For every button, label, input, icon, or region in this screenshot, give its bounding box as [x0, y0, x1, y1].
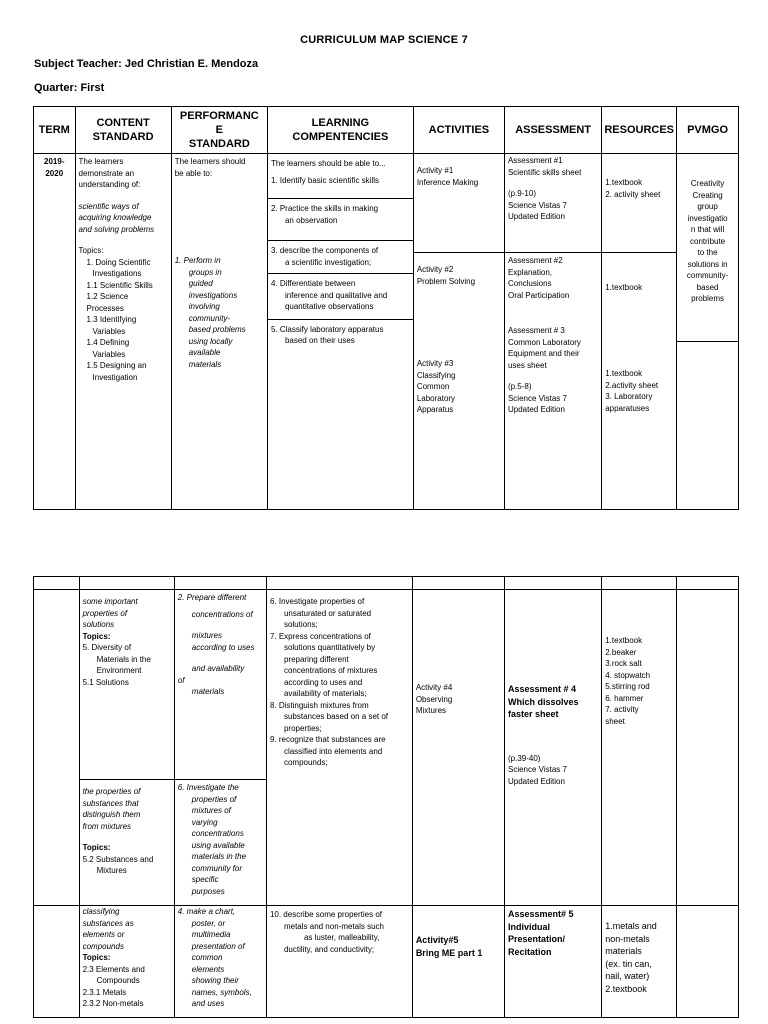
assessment-4-ref: Updated Edition	[507, 776, 565, 786]
topics-label: Topics:	[78, 246, 104, 255]
content-intro: The learners	[78, 157, 124, 166]
perf-item: investigations	[188, 290, 238, 300]
content-standard-cell	[75, 154, 171, 510]
activity-3: Common	[416, 382, 450, 391]
assessment-1: (p.9-10)	[507, 189, 536, 198]
topic-item: 1.3 Identifying	[86, 315, 137, 324]
resource-3: apparatuses	[605, 403, 650, 413]
pvmgo-text: community-	[686, 271, 729, 280]
topic-item: 1.1 Scientific Skills	[86, 280, 153, 290]
assessment-3: Assessment # 3	[507, 326, 565, 335]
perf-text: community for	[191, 863, 243, 873]
resources-cell	[602, 906, 677, 1018]
term-cell-empty	[34, 590, 80, 906]
competency-10: 10. describe some properties of	[269, 910, 383, 919]
blank-header-row	[34, 577, 739, 590]
competency-6: solutions;	[283, 620, 318, 629]
topics-label: Topics:	[82, 631, 111, 641]
activities-cell	[413, 154, 504, 510]
perf-text: using available	[191, 840, 245, 850]
topic-item: 2.3.1 Metals	[82, 987, 127, 997]
term-cell-empty	[34, 906, 80, 1018]
activity-1: Inference Making	[416, 177, 479, 187]
pvmgo-text: contribute	[690, 236, 726, 246]
pvmgo-cell-empty	[677, 590, 739, 906]
topics-label: Topics:	[82, 843, 111, 852]
resource-3: 3. Laboratory	[605, 392, 653, 401]
resource-item: nail, water)	[605, 971, 650, 981]
activity-4: Observing	[415, 694, 453, 704]
activity-5: Bring ME part 1	[415, 947, 483, 958]
activity-1: Activity #1	[416, 166, 454, 175]
competency-5: 5. Classify laboratory apparatus	[270, 324, 384, 334]
assessment-cell	[504, 590, 601, 906]
assessment-4: Assessment # 4	[507, 684, 577, 694]
content-text: solutions	[82, 620, 115, 629]
pvmgo-text: group	[697, 202, 718, 211]
resource-item: non-metals	[605, 933, 650, 944]
perf-item: involving	[188, 302, 220, 311]
topic-item: 1.5 Designing an	[86, 361, 147, 370]
resource-1: 2. activity sheet	[605, 189, 661, 199]
perf-text: and availability	[191, 664, 245, 673]
perf-intro: The learners should	[174, 157, 246, 166]
pvmgo-text: based	[696, 282, 719, 292]
perf-text: mixtures of	[191, 806, 231, 815]
perf-text: common	[191, 953, 223, 962]
curriculum-table-2	[33, 576, 739, 1018]
resources-cell	[602, 154, 677, 510]
perf-item: guided	[188, 279, 213, 288]
competency-2: an observation	[284, 215, 338, 225]
activity-2: Problem Solving	[416, 276, 476, 286]
content-text: compounds	[82, 941, 124, 951]
perf-item: using locally	[188, 336, 233, 346]
content-text: from mixtures	[82, 821, 132, 831]
topics-label: Topics:	[82, 953, 111, 962]
assessment-cell	[504, 154, 601, 510]
assessment-4-ref: Science Vistas 7	[507, 765, 567, 774]
resource-item: (ex. tin can,	[605, 958, 652, 969]
activity-3: Classifying	[416, 370, 456, 380]
perf-text: mixtures	[191, 631, 223, 640]
perf-text: according to uses	[191, 642, 255, 652]
assessment-3: Equipment and their	[507, 349, 580, 358]
col-header-learning-competencies: LEARNING COMPENTENCIES	[267, 107, 413, 154]
assessment-5: Individual	[507, 921, 550, 932]
resource-item: 7. activity	[605, 705, 639, 714]
performance-standard-cell	[174, 780, 266, 906]
resource-item: 2.beaker	[605, 647, 637, 657]
content-intro: demonstrate an	[78, 168, 135, 178]
col-header-performance-standard: PERFORMANC E STANDARD	[171, 107, 267, 154]
page-title: CURRICULUM MAP SCIENCE 7	[300, 34, 468, 46]
perf-text: 2. Prepare different	[177, 593, 247, 602]
elements-row	[34, 906, 739, 1018]
perf-item: based problems	[188, 325, 246, 334]
perf-item: community-	[188, 313, 231, 323]
col-header-resources: RESOURCES	[602, 107, 677, 154]
pvmgo-text: problems	[691, 294, 725, 303]
competency-7: according to uses and	[283, 677, 363, 687]
performance-standard-cell	[174, 590, 266, 780]
competency-3: a scientific investigation;	[284, 257, 372, 267]
activity-3: Activity #3	[416, 359, 454, 368]
assessment-3: Common Laboratory	[507, 337, 581, 347]
competency-4: 4. Differentiate between	[270, 279, 356, 288]
resource-3: 1.textbook	[605, 369, 643, 378]
assessment-5: Assessment# 5	[507, 909, 574, 919]
pvmgo-text: n that will	[690, 225, 725, 234]
competency-6: 6. Investigate properties of	[269, 597, 365, 606]
solutions-row	[34, 590, 739, 780]
perf-text: purposes	[191, 886, 225, 896]
activity-4: Activity #4	[415, 683, 453, 692]
col-header-activities: ACTIVITIES	[413, 107, 504, 154]
content-ways: and solving problems	[78, 224, 155, 234]
pvmgo-text: Creating	[692, 190, 723, 200]
assessment-1: Science Vistas 7	[507, 200, 567, 210]
topic-item: 1. Doing Scientific	[86, 257, 151, 267]
perf-item: materials	[188, 359, 222, 369]
content-text: some important	[82, 597, 138, 606]
pvmgo-cell-empty	[677, 906, 739, 1018]
competency-7: availability of materials;	[283, 689, 367, 698]
assessment-3: (p.5-8)	[507, 382, 532, 391]
content-text: substances as	[82, 918, 134, 928]
perf-item: 1. Perform in	[174, 256, 221, 265]
content-ways: acquiring knowledge	[78, 213, 152, 222]
col-header-content-standard: CONTENT STANDARD	[75, 107, 171, 154]
resource-item: 2.textbook	[605, 983, 647, 994]
col-header-term: TERM	[34, 107, 76, 154]
content-text: elements or	[82, 930, 125, 939]
perf-text: properties of	[191, 794, 237, 804]
content-intro: understanding of:	[78, 180, 141, 189]
performance-standard-cell	[174, 906, 266, 1018]
assessment-1: Assessment #1	[507, 156, 563, 165]
perf-text: varying	[191, 817, 218, 827]
topic-item: 1.4 Defining	[86, 338, 130, 347]
assessment-2: Conclusions	[507, 279, 552, 288]
topic-item: 5.2 Substances and	[82, 854, 154, 864]
activity-5: Activity#5	[415, 935, 459, 945]
resource-item: 3.rock salt	[605, 659, 642, 668]
competency-1: 1. Identify basic scientific skills	[270, 175, 379, 185]
activities-cell	[412, 906, 504, 1018]
performance-standard-cell	[171, 154, 267, 510]
resource-item: 1.metals and	[605, 921, 657, 931]
content-text: the properties of	[82, 787, 141, 796]
term-row	[34, 154, 739, 510]
competency-9: compounds;	[283, 758, 328, 767]
perf-text: showing their	[191, 976, 239, 985]
pvmgo-text: solutions in	[687, 259, 728, 269]
competency-7: solutions quantitatively by	[283, 643, 376, 652]
assessment-5: Presentation/	[507, 934, 565, 944]
subject-teacher: Subject Teacher: Jed Christian E. Mendoza	[34, 58, 259, 70]
perf-text: elements	[191, 964, 225, 974]
activity-2: Activity #2	[416, 265, 454, 274]
resource-item: 6. hammer	[605, 693, 644, 703]
competency-10: metals and non-metals such	[283, 921, 385, 931]
competency-8: substances based on a set of	[283, 712, 389, 721]
topic-item: Compounds	[96, 976, 140, 985]
competency-7: concentrations of mixtures	[283, 666, 378, 675]
perf-text: specific	[191, 875, 219, 884]
resource-item: 5.stirring rod	[605, 682, 650, 691]
competency-8: 8. Distinguish mixtures from	[269, 700, 369, 710]
quarter: Quarter: First	[34, 82, 105, 94]
activity-3: Laboratory	[416, 393, 456, 403]
perf-text: materials in the	[191, 852, 247, 861]
perf-text: 4. make a chart,	[177, 907, 236, 916]
perf-text: materials	[191, 687, 225, 696]
term-cell: 2019- 2020	[34, 154, 76, 510]
topic-item: Investigations	[92, 269, 142, 278]
competency-9: classified into elements and	[283, 746, 383, 756]
competency-8: properties;	[283, 723, 322, 733]
assessment-3: uses sheet	[507, 360, 547, 370]
topic-item: 1.2 Science Processes	[86, 292, 129, 313]
perf-item: available	[188, 348, 221, 357]
assessment-4-ref: (p.39-40)	[507, 753, 541, 763]
assessment-5: Recitation	[507, 946, 552, 957]
perf-text: multimedia	[191, 930, 231, 939]
perf-text: concentrations	[191, 829, 244, 838]
activity-3: Apparatus	[416, 405, 454, 414]
competency-4: quantitative observations	[284, 302, 374, 311]
topic-item: Materials in the	[96, 654, 151, 664]
assessment-2: Explanation,	[507, 267, 552, 277]
competency-9: 9. recognize that substances are	[269, 735, 386, 744]
resource-item: 4. stopwatch	[605, 670, 651, 680]
pvmgo-text: Creativity	[690, 179, 725, 188]
assessment-1: Scientific skills sheet	[507, 167, 582, 177]
col-header-assessment: ASSESSMENT	[504, 107, 601, 154]
topic-item: Variables	[92, 326, 126, 336]
competency-7: preparing different	[283, 654, 349, 664]
competency-4: inference and qualitative and	[284, 290, 388, 300]
content-text: classifying	[82, 907, 120, 916]
resource-item: 1.textbook	[605, 636, 643, 645]
assessment-3: Updated Edition	[507, 405, 565, 414]
content-ways: scientific ways of	[78, 201, 139, 211]
pvmgo-cell	[677, 154, 739, 510]
pvmgo-text: to the	[697, 248, 718, 257]
perf-text: concentrations of	[191, 609, 253, 619]
topic-item: Mixtures	[96, 866, 127, 875]
topic-item: Variables	[92, 349, 126, 359]
perf-text: poster, or	[191, 918, 226, 928]
competency-6: unsaturated or saturated	[283, 608, 372, 618]
competencies-cell	[266, 590, 412, 906]
resource-3: 2.activity sheet	[605, 380, 659, 390]
topic-item: Investigation	[92, 372, 138, 382]
assessment-4: faster sheet	[507, 709, 559, 719]
competencies-cell	[266, 906, 412, 1018]
perf-text: of	[177, 675, 185, 685]
topic-item: 5.1 Solutions	[82, 677, 129, 687]
topic-item: 5. Diversity of	[82, 643, 132, 652]
content-standard-cell	[79, 906, 174, 1018]
content-text: properties of	[82, 608, 128, 618]
assessment-2: Oral Participation	[507, 290, 570, 300]
assessment-3: Science Vistas 7	[507, 393, 567, 403]
resource-1: 1.textbook	[605, 178, 643, 187]
competency-10: as luster, malleability,	[303, 933, 380, 942]
content-text: substances that	[82, 798, 139, 808]
competency-10: ductility, and conductivity;	[283, 944, 375, 954]
topic-item: 2.3.2 Non-metals	[82, 999, 144, 1008]
perf-intro: be able to:	[174, 168, 213, 178]
content-text: distinguish them	[82, 810, 141, 819]
curriculum-table-1	[33, 106, 739, 510]
assessment-2: Assessment #2	[507, 256, 563, 265]
competencies-cell	[267, 154, 413, 510]
comp-intro: The learners should be able to...	[270, 159, 386, 168]
resource-item: materials	[605, 946, 642, 956]
assessment-cell	[504, 906, 601, 1018]
activities-cell	[412, 590, 504, 906]
topic-item: Environment	[96, 666, 142, 675]
perf-text: and uses	[191, 999, 225, 1008]
resources-cell	[602, 590, 677, 906]
perf-text: presentation of	[191, 941, 245, 951]
pvmgo-text: investigatio	[687, 213, 728, 223]
content-standard-cell	[79, 590, 174, 780]
assessment-4: Which dissolves	[507, 696, 579, 707]
perf-text: 6. Investigate the	[177, 783, 239, 792]
header-row	[34, 107, 739, 154]
col-header-pvmgo: PVMGO	[677, 107, 739, 154]
perf-text: names, symbols,	[191, 987, 252, 997]
resource-2: 1.textbook	[605, 283, 643, 292]
perf-item: groups in	[188, 267, 222, 277]
competency-3: 3. describe the components of	[270, 246, 379, 255]
content-standard-cell	[79, 780, 174, 906]
activity-4: Mixtures	[415, 706, 447, 715]
competency-7: 7. Express concentrations of	[269, 631, 371, 641]
topic-item: 2.3 Elements and	[82, 964, 145, 974]
competency-2: 2. Practice the skills in making	[270, 204, 379, 213]
assessment-1: Updated Edition	[507, 212, 565, 221]
resource-item: sheet	[605, 716, 625, 726]
competency-5: based on their uses	[284, 336, 355, 345]
